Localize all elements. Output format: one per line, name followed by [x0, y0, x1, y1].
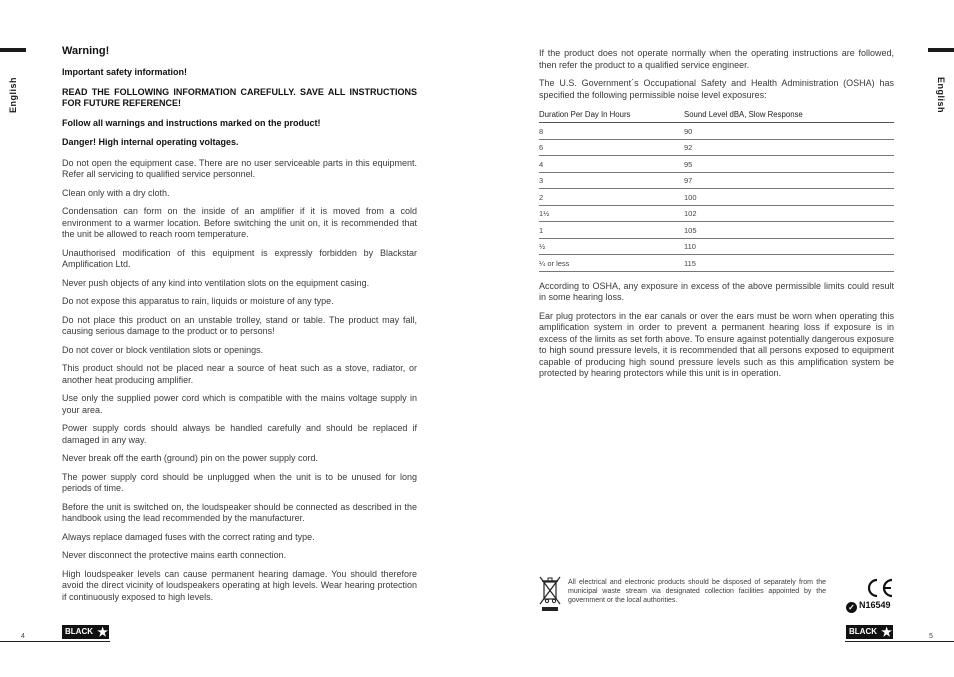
rcm-tick-icon: ✓	[846, 602, 857, 613]
duration-cell: 4	[539, 156, 684, 173]
paragraph: Clean only with a dry cloth.	[62, 187, 170, 198]
page-number-right: 5	[929, 633, 933, 640]
level-cell: 105	[684, 222, 894, 239]
paragraph: The U.S. Government´s Occupational Safety and Health Administration (OSHA) has specified the following permissible noise level exposures:	[539, 78, 894, 100]
right-page-content	[539, 48, 894, 387]
table-row	[539, 255, 894, 272]
paragraph: The power supply cord should be unplugged when the unit is to be unused for long periods of time.	[62, 471, 417, 493]
follow-warnings-line: Follow all warnings and instructions marked on the product!	[62, 117, 321, 128]
paragraph: Ear plug protectors in the ear canals or over the ears must be worn when operating this amplification system in order to prevent a permanent hearing loss if exposure is in excess of the limits as set forth above. To ensure against potentially dangerous exposure to high sound pressure levels, it is recommended that all persons exposed to equipment capable of producing high sound pressure levels such as this amplification system be protected by hearing protectors while this unit is in operation.	[539, 310, 894, 378]
footer-rule-right	[845, 641, 954, 642]
blackstar-logo	[62, 625, 109, 639]
paragraph: Power supply cords should always be handled carefully and should be replaced if damaged in any way.	[62, 423, 417, 445]
paragraph: Do not open the equipment case. There are no user serviceable parts in this equipment. Refer all servicing to qualified service personnel.	[62, 157, 417, 179]
table-row	[539, 156, 894, 173]
page-number-left: 4	[21, 633, 25, 640]
level-cell: 115	[684, 255, 894, 272]
blackstar-logo	[846, 625, 893, 639]
level-cell: 100	[684, 189, 894, 206]
paragraph: Always replace damaged fuses with the correct rating and type.	[62, 531, 315, 542]
paragraph: Never disconnect the protective mains earth connection.	[62, 550, 287, 560]
star-icon: ★	[97, 625, 108, 639]
duration-cell: 6	[539, 139, 684, 156]
read-carefully-line: READ THE FOLLOWING INFORMATION CAREFULLY. SAVE ALL INSTRUCTIONS FOR FUTURE REFERENCE!	[62, 86, 417, 108]
duration-cell: 1	[539, 222, 684, 239]
footer-rule-left	[0, 641, 110, 642]
table-row	[539, 238, 894, 255]
warning-heading: Warning!	[62, 45, 110, 57]
paragraph: Do not place this product on an unstable trolley, stand or table. The product may fall, causing serious damage to the product or to persons!	[62, 314, 417, 336]
duration-cell: ¼ or less	[539, 255, 684, 272]
table-row	[539, 205, 894, 222]
paragraph: Use only the supplied power cord which is compatible with the mains voltage supply in your area.	[62, 393, 417, 415]
weee-text: All electrical and electronic products should be disposed of separately from the municipal waste stream via designated collection facilities appointed by the government or the local authorities.	[568, 579, 826, 604]
compliance-code: N16549	[859, 600, 891, 610]
level-cell: 102	[684, 205, 894, 222]
duration-cell: 3	[539, 172, 684, 189]
paragraph: Never break off the earth (ground) pin on the power supply cord.	[62, 453, 318, 463]
paragraph: According to OSHA, any exposure in excess of the above permissible limits could result in some hearing loss.	[539, 280, 894, 302]
table-row	[539, 139, 894, 156]
column-header-sound-level: Sound Level dBA, Slow Response	[684, 107, 894, 123]
danger-line: Danger! High internal operating voltages.	[62, 137, 239, 147]
paragraph: Do not expose this apparatus to rain, liquids or moisture of any type.	[62, 296, 334, 306]
duration-cell: 1½	[539, 205, 684, 222]
paragraph: This product should not be placed near a source of heat such as a stove, radiator, or another heat producing amplifier.	[62, 363, 417, 385]
level-cell: 92	[684, 139, 894, 156]
level-cell: 97	[684, 172, 894, 189]
language-tab-left	[0, 48, 26, 138]
duration-cell: 8	[539, 123, 684, 140]
level-cell: 95	[684, 156, 894, 173]
paragraph: If the product does not operate normally when the operating instructions are followed, then refer the product to a qualified service engineer.	[539, 48, 894, 70]
paragraph: Before the unit is switched on, the loudspeaker should be connected as described in the handbook using the lead recommended by the manufacturer.	[62, 501, 417, 523]
paragraph: Do not cover or block ventilation slots or openings.	[62, 344, 264, 355]
duration-cell: ½	[539, 238, 684, 255]
table-row	[539, 123, 894, 140]
logo-text: BLACK	[849, 627, 877, 636]
noise-exposure-table	[539, 107, 894, 272]
compliance-mark	[846, 600, 891, 613]
table-row	[539, 172, 894, 189]
level-cell: 110	[684, 238, 894, 255]
paragraph: Condensation can form on the inside of an amplifier if it is moved from a cold environment to a warmer location. Before switching the unit on, it is recommended that the unit be allowed to reach room temperature.	[62, 206, 417, 239]
crossed-bin-icon	[539, 576, 561, 612]
language-tab-right	[928, 48, 954, 138]
duration-cell: 2	[539, 189, 684, 206]
table-row	[539, 222, 894, 239]
safety-info-line: Important safety information!	[62, 67, 188, 77]
table-header-row	[539, 107, 894, 123]
logo-text: BLACK	[65, 627, 93, 636]
paragraph: Unauthorised modification of this equipment is expressly forbidden by Blackstar Amplification Ltd.	[62, 247, 417, 269]
left-page-content	[62, 45, 417, 610]
star-icon: ★	[881, 625, 892, 639]
table-row	[539, 189, 894, 206]
language-tab-label: English	[8, 76, 18, 114]
paragraph: High loudspeaker levels can cause permanent hearing damage. You should therefore avoid the direct vicinity of loudspeakers operating at high levels. Wear hearing protection if continuously exposed to high levels.	[62, 568, 417, 602]
paragraph: Never push objects of any kind into ventilation slots on the equipment casing.	[62, 277, 370, 288]
language-tab-label: English	[936, 76, 946, 114]
level-cell: 90	[684, 123, 894, 140]
column-header-duration: Duration Per Day In Hours	[539, 107, 684, 123]
